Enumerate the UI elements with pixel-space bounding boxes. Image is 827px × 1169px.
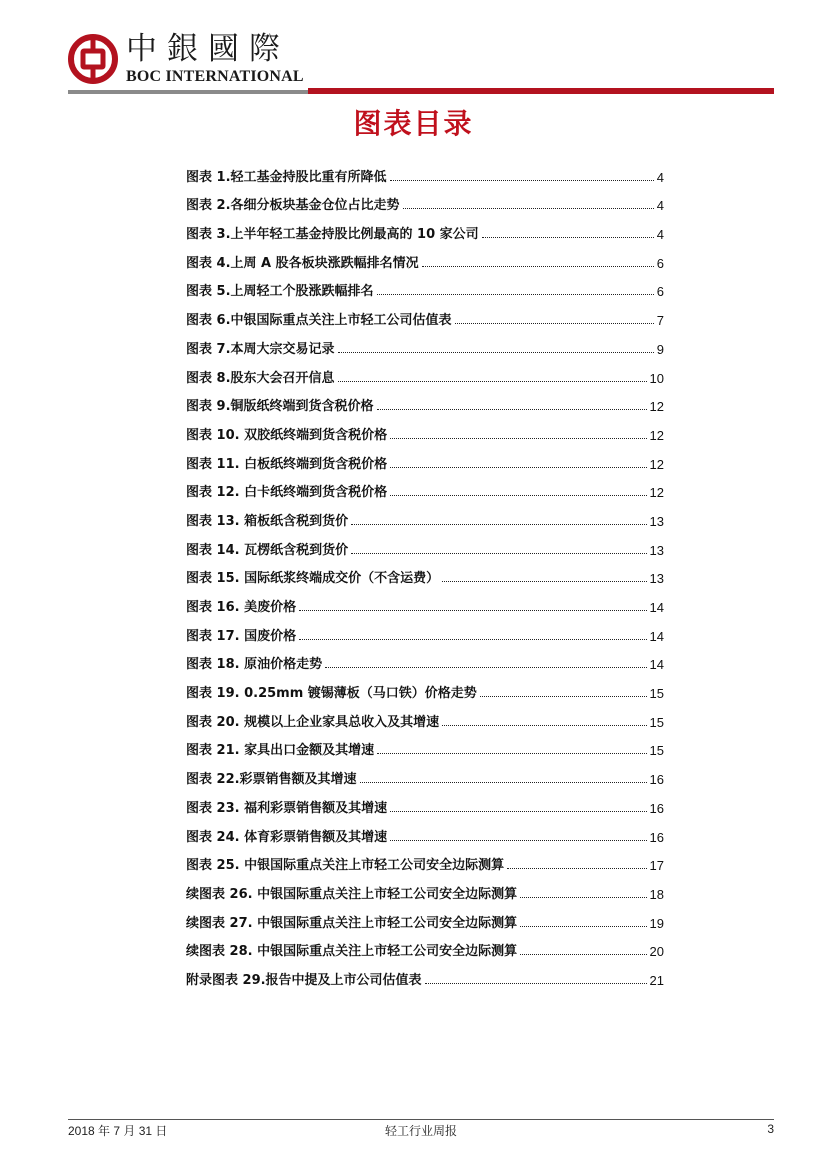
toc-dot-leader (520, 926, 646, 927)
toc-dot-leader (390, 811, 646, 812)
toc-dot-leader (377, 753, 646, 754)
toc-dot-leader (325, 667, 646, 668)
toc-entry-label: 图表 19. 0.25mm 镀锡薄板（马口铁）价格走势 (186, 686, 477, 702)
toc-entry-page: 13 (649, 571, 664, 587)
toc-entry[interactable] (186, 472, 664, 501)
toc-entry-label: 图表 23. 福利彩票销售额及其增速 (186, 800, 388, 816)
toc-entry-page: 16 (649, 829, 664, 845)
toc-dot-leader (377, 409, 647, 410)
toc-entry-page: 21 (649, 972, 664, 988)
toc-entry[interactable] (186, 816, 664, 845)
table-of-contents (186, 156, 664, 988)
toc-entry[interactable] (186, 758, 664, 787)
toc-dot-leader (422, 266, 654, 267)
toc-dot-leader (403, 208, 654, 209)
toc-entry[interactable] (186, 357, 664, 386)
toc-dot-leader (360, 782, 647, 783)
toc-entry-page: 4 (656, 227, 664, 243)
toc-entry-label: 附录图表 29.报告中提及上市公司估值表 (186, 972, 422, 988)
toc-entry-page: 14 (649, 657, 664, 673)
toc-entry[interactable] (186, 873, 664, 902)
toc-dot-leader (299, 610, 646, 611)
toc-entry[interactable] (186, 242, 664, 271)
toc-entry-page: 13 (649, 513, 664, 529)
toc-entry-page: 14 (649, 600, 664, 615)
toc-dot-leader (390, 438, 646, 439)
toc-dot-leader (338, 352, 654, 353)
toc-entry[interactable] (186, 959, 664, 988)
toc-dot-leader (351, 524, 646, 525)
boc-logo-icon (68, 34, 118, 84)
toc-entry-page: 16 (649, 772, 664, 788)
toc-entry[interactable] (186, 185, 664, 214)
toc-entry-page: 15 (649, 743, 664, 759)
toc-entry-label: 图表 5.上周轻工个股涨跌幅排名 (186, 284, 374, 300)
toc-entry-page: 4 (656, 169, 664, 185)
toc-entry-label: 图表 2.各细分板块基金仓位占比走势 (186, 198, 400, 214)
toc-entry[interactable] (186, 500, 664, 529)
toc-entry-label: 图表 6.中银国际重点关注上市轻工公司估值表 (186, 313, 452, 329)
toc-entry-page: 15 (649, 686, 664, 702)
footer-page-number: 3 (767, 1122, 774, 1136)
toc-entry[interactable] (186, 701, 664, 730)
toc-dot-leader (390, 467, 646, 468)
toc-entry[interactable] (186, 615, 664, 644)
toc-entry-page: 16 (649, 800, 664, 816)
toc-entry-page: 12 (649, 485, 664, 501)
toc-entry[interactable] (186, 299, 664, 328)
toc-entry-label: 图表 13. 箱板纸含税到货价 (186, 513, 349, 529)
toc-entry-label: 图表 15. 国际纸浆终端成交价（不含运费） (186, 571, 440, 587)
toc-entry[interactable] (186, 845, 664, 874)
toc-entry-page: 12 (649, 399, 664, 415)
toc-entry-label: 图表 11. 白板纸终端到货含税价格 (186, 456, 388, 472)
toc-entry-page: 7 (656, 313, 664, 329)
toc-dot-leader (390, 840, 646, 841)
toc-dot-leader (390, 495, 646, 496)
toc-dot-leader (390, 180, 654, 181)
toc-entry[interactable] (186, 931, 664, 960)
toc-entry[interactable] (186, 529, 664, 558)
toc-entry-page: 12 (649, 456, 664, 472)
page-footer (68, 1122, 774, 1140)
toc-entry[interactable] (186, 386, 664, 415)
toc-dot-leader (507, 868, 646, 869)
toc-entry[interactable] (186, 730, 664, 759)
toc-entry-page: 14 (649, 628, 664, 644)
toc-entry-label: 图表 7.本周大宗交易记录 (186, 341, 335, 357)
toc-dot-leader (482, 237, 654, 238)
toc-entry-label: 图表 17. 国废价格 (186, 628, 297, 644)
toc-entry-page: 6 (656, 255, 664, 271)
toc-entry[interactable] (186, 787, 664, 816)
toc-entry[interactable] (186, 443, 664, 472)
toc-entry-page: 9 (656, 341, 664, 357)
toc-entry-label: 图表 25. 中银国际重点关注上市轻工公司安全边际测算 (186, 858, 505, 874)
footer-rule (68, 1119, 774, 1120)
toc-dot-leader (455, 323, 654, 324)
toc-entry-page: 6 (656, 284, 664, 300)
toc-entry[interactable] (186, 414, 664, 443)
toc-entry-label: 图表 18. 原油价格走势 (186, 657, 323, 673)
toc-entry[interactable] (186, 672, 664, 701)
toc-entry[interactable] (186, 586, 664, 615)
toc-entry-page: 19 (649, 915, 664, 931)
toc-entry-label: 续图表 27. 中银国际重点关注上市轻工公司安全边际测算 (186, 915, 518, 931)
toc-entry[interactable] (186, 328, 664, 357)
toc-dot-leader (338, 381, 647, 382)
toc-entry-label: 图表 22.彩票销售额及其增速 (186, 772, 357, 788)
footer-date: 2018 年 7 月 31 日 (68, 1124, 168, 1138)
toc-entry-page: 12 (649, 427, 664, 443)
toc-entry-label: 图表 4.上周 A 股各板块涨跌幅排名情况 (186, 255, 419, 271)
toc-entry-label: 图表 12. 白卡纸终端到货含税价格 (186, 485, 388, 501)
toc-dot-leader (377, 294, 654, 295)
footer-report-name: 轻工行业周报 (384, 1124, 457, 1138)
toc-entry[interactable] (186, 644, 664, 673)
toc-dot-leader (442, 581, 646, 582)
toc-entry-page: 20 (649, 944, 664, 960)
toc-entry-label: 图表 14. 瓦楞纸含税到货价 (186, 542, 349, 558)
toc-entry-label: 图表 3.上半年轻工基金持股比例最高的 10 家公司 (186, 227, 479, 243)
toc-dot-leader (520, 897, 646, 898)
toc-dot-leader (442, 725, 646, 726)
toc-entry-page: 4 (656, 198, 664, 214)
page-title: 图表目录 (353, 107, 474, 140)
header-rule-grey (68, 90, 308, 94)
toc-entry[interactable] (186, 558, 664, 587)
toc-dot-leader (520, 954, 646, 955)
header-rule-red (308, 88, 774, 94)
toc-entry-label: 图表 10. 双胶纸终端到货含税价格 (186, 427, 388, 443)
toc-entry[interactable] (186, 213, 664, 242)
toc-dot-leader (351, 553, 646, 554)
toc-dot-leader (480, 696, 647, 697)
toc-dot-leader (299, 639, 646, 640)
toc-dot-leader (425, 983, 647, 984)
toc-entry-label: 图表 21. 家具出口金额及其增速 (186, 743, 375, 759)
toc-entry-page: 15 (649, 714, 664, 730)
toc-entry[interactable] (186, 156, 664, 185)
toc-entry-label: 图表 24. 体育彩票销售额及其增速 (186, 829, 388, 845)
toc-entry-label: 图表 9.铜版纸终端到货含税价格 (186, 399, 374, 415)
toc-entry-label: 图表 20. 规模以上企业家具总收入及其增速 (186, 714, 440, 730)
logo-chinese-name: 中銀國際 (126, 31, 290, 67)
toc-entry-label: 图表 16. 美废价格 (186, 600, 297, 615)
logo-english-name: BOC INTERNATIONAL (126, 68, 304, 85)
toc-entry-label: 续图表 26. 中银国际重点关注上市轻工公司安全边际测算 (186, 886, 518, 902)
toc-entry-page: 18 (649, 886, 664, 902)
toc-entry-label: 图表 8.股东大会召开信息 (186, 370, 335, 386)
toc-entry-page: 17 (649, 858, 664, 874)
toc-entry[interactable] (186, 271, 664, 300)
toc-entry-page: 13 (649, 542, 664, 558)
toc-entry-label: 续图表 28. 中银国际重点关注上市轻工公司安全边际测算 (186, 944, 518, 960)
toc-entry[interactable] (186, 902, 664, 931)
toc-entry-page: 10 (649, 370, 664, 386)
toc-entry-label: 图表 1.轻工基金持股比重有所降低 (186, 169, 387, 185)
